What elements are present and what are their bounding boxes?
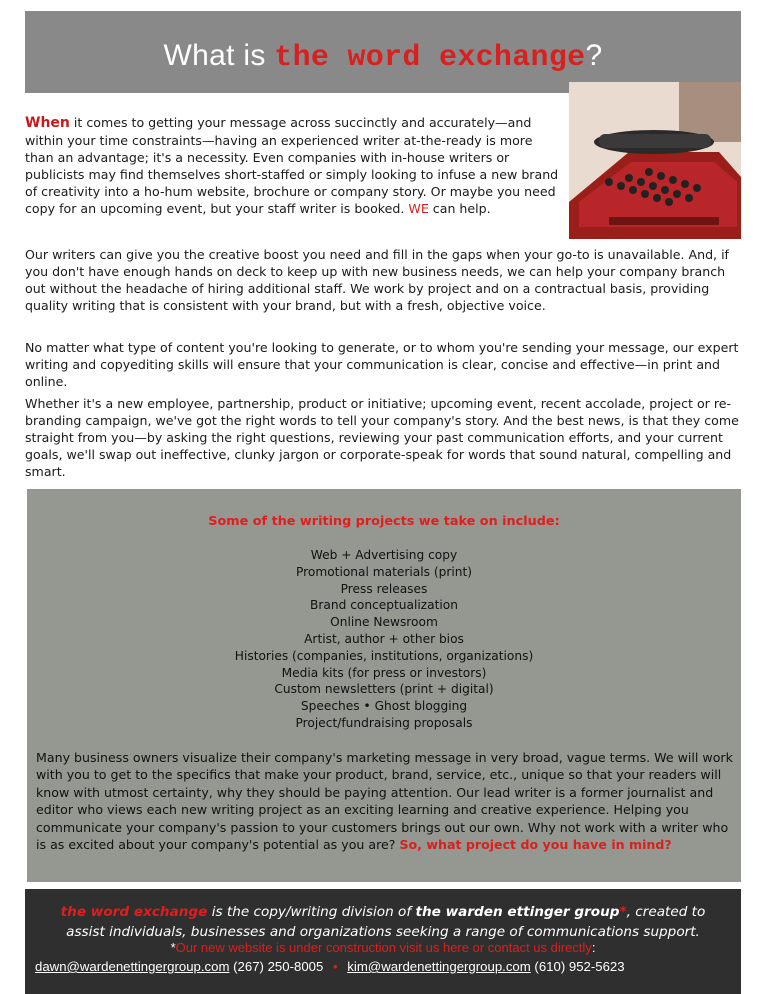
- footer-contacts: [35, 959, 625, 974]
- projects-list: [27, 547, 741, 732]
- title-highlight: the word exchange: [274, 41, 586, 75]
- projects-box: [27, 489, 741, 882]
- projects-heading: Some of the writing projects we take on include:: [208, 514, 560, 529]
- list-item: Promotional materials (print): [296, 564, 472, 579]
- projects-body-text: Many business owners visualize their company's marketing message in very broad, vague terms. We will work with you to get to the specifics that make your product, brand, service, etc., unique so that your readers will know with utmost certainty, why they should be paying attention. Our lead writer is a former journalist and editor who views each new writing project as an exciting learning and creative experience. Helping you communicate your company's passion to your customers brings out our own. Why not work with a writer who is as excited about your company's potential as you are?: [36, 750, 733, 853]
- paragraph-whether: Whether it's a new employee, partnership, product or initiative; upcoming event, recent accolade, project or re-branding campaign, we've got the right words to tell your company's story. And the best news, is that they come straight from you—by asking the right questions, reviewing your past communication efforts, and your current goals, we'll swap out ineffective, clunky jargon or corporate-speak for words that sound natural, compelling and smart.: [25, 396, 739, 479]
- list-item: Brand conceptualization: [310, 598, 458, 613]
- footer-asterisk: *: [619, 904, 627, 920]
- list-item: Speeches • Ghost blogging: [300, 699, 468, 714]
- intro-end: can help.: [428, 201, 491, 216]
- page-title: [25, 39, 741, 75]
- paragraph-writers: Our writers can give you the creative boost you need and fill in the gaps when your go-to is unavailable. And, if you don't have enough hands on deck to keep up with new business needs, we can help your company branch out without the headache of hiring additional staff. We work by project and on a contractual basis, providing quality writing that is consistent with your brand, but with a fresh, objective voice.: [25, 247, 729, 313]
- footer-end: , created to assist individuals, businesses and organizations seeking a range of communications support.: [66, 904, 706, 940]
- footer-tagline: [25, 902, 741, 942]
- list-item: Web + Advertising copy: [310, 548, 458, 562]
- footer-note-colon: :: [591, 940, 596, 955]
- list-item: Custom newsletters (print + digital): [274, 682, 494, 697]
- website-link[interactable]: Our new website is under construction visit us here or contact us directly: [175, 940, 592, 955]
- intro-we: WE: [408, 201, 429, 216]
- footer-mid: is the copy/writing division of: [207, 904, 416, 920]
- email-link-kim[interactable]: kim@wardenettingergroup.com: [347, 959, 531, 974]
- list-item: Media kits (for press or investors): [281, 665, 487, 680]
- paragraph-content: No matter what type of content you're looking to generate, or to whom you're sending your message, our expert writing and copyediting skills will ensure that your communication is clear, concise and effective—in print and online.: [25, 340, 739, 389]
- intro-text: it comes to getting your message across succinctly and accurately—and within your time constraints—having an experienced writer at-the-ready is more than an advantage; it's a necessity. Even companies with in-house writers or publicists may find themselves short-staffed or simply looking to infuse a new brand of creativity into a ho-hum website, brochure or company story. Or maybe you need copy for an upcoming event, but your staff writer is booked.: [25, 115, 559, 216]
- page-header: [25, 11, 741, 93]
- footer-group: the warden ettinger group: [415, 904, 620, 920]
- email-link-dawn[interactable]: dawn@wardenettingergroup.com: [35, 959, 230, 974]
- typewriter-photo: [569, 82, 741, 239]
- intro-paragraph: [25, 114, 565, 217]
- projects-body: [36, 749, 736, 853]
- intro-lead: When: [25, 115, 70, 131]
- list-item: Artist, author + other bios: [304, 631, 464, 646]
- projects-cta: So, what project do you have in mind?: [399, 837, 672, 853]
- separator-dot: •: [333, 959, 338, 974]
- list-item: Online Newsroom: [330, 615, 438, 630]
- title-prefix: What is: [163, 39, 275, 72]
- list-item: Project/fundraising proposals: [295, 715, 473, 730]
- phone-kim: (610) 952-5623: [534, 959, 625, 974]
- footer-note-star: *: [170, 940, 176, 955]
- list-item: Press releases: [340, 581, 428, 596]
- list-item: Histories (companies, institutions, organizations): [234, 648, 534, 663]
- footer: [25, 889, 741, 994]
- phone-dawn: (267) 250-8005: [233, 959, 324, 974]
- footer-note: [25, 940, 741, 955]
- title-suffix: ?: [585, 39, 603, 72]
- footer-brand: the word exchange: [60, 904, 208, 920]
